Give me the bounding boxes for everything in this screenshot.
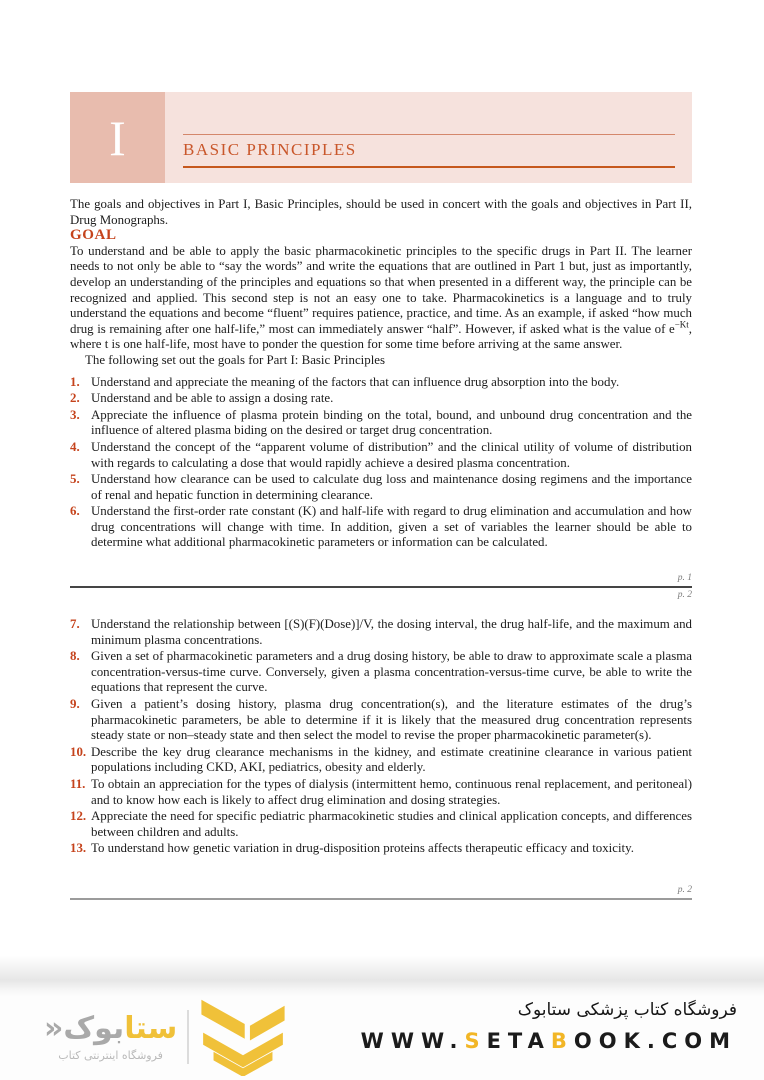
setabook-logo (44, 998, 287, 1076)
goal-item-4-text: Understand the concept of the “apparent volume of distribution” and the clinical utility of volume of distribution with regards to calculating a dose that would rapidly achieve a desired plasma concentration. (91, 439, 692, 470)
goal-item-2 (70, 391, 692, 407)
url-eta: ETA (486, 1029, 551, 1053)
goal-item-3 (70, 408, 692, 439)
part-numeral: I (109, 109, 126, 166)
goal-item-6 (70, 504, 692, 551)
logo-wordmark-stack (44, 1012, 177, 1062)
wordmark-gray-part: بوک (63, 1011, 125, 1046)
goal-item-6-number: 6. (70, 504, 80, 519)
goal-item-2-number: 2. (70, 391, 80, 406)
goal-item-11-number: 11. (70, 777, 86, 791)
logo-wordmark (44, 1012, 177, 1046)
goal-item-3-text: Appreciate the influence of plasma protein binding on the total, bound, and unbound drug concentration and the influence of altered plasma biding on the desired or target drug concentration. (91, 407, 692, 438)
following-line: The following set out the goals for Part I: Basic Principles (85, 352, 386, 367)
goals-list-page2 (70, 617, 692, 857)
logo-tagline: فروشگاه اینترنتی کتاب (58, 1049, 163, 1062)
goal-item-7-text: Understand the relationship between [(S)(F)(Dose)]/V, the dosing interval, the drug half-life, and the maximum and minimum plasma concentrations. (91, 617, 692, 647)
url-accent-b: B (550, 1029, 574, 1053)
goal-item-9 (70, 697, 692, 744)
goal-item-10-number: 10. (70, 744, 87, 759)
goal-item-3-number: 3. (70, 407, 80, 422)
goal-item-13-number: 13. (70, 841, 87, 856)
goal-item-8-text: Given a set of pharmacokinetic parameters and a drug dosing history, be able to draw to approximate scale a plasma concentration-versus-time curve. Conversely, given a plasma concentration-versus-time curve, be able to write the equations that represent the curve. (91, 649, 692, 695)
goal-item-4-number: 4. (70, 439, 80, 454)
goal-paragraph-post: , where t is one half-life, most have to ponder the question for some time before arriving at the same answer. (70, 321, 692, 352)
store-name-persian: فروشگاه کتاب پزشکی ستابوک (517, 1000, 737, 1020)
footer (0, 996, 764, 1080)
title-rule-top (183, 134, 675, 135)
page-break-rule (70, 586, 692, 588)
goal-item-12-number: 12. (70, 809, 87, 824)
goal-item-5-text: Understand how clearance can be used to calculate dug loss and maintenance dosing regimens and the importance of renal and hepatic function in determining clearance. (91, 472, 692, 502)
goal-paragraph-pre: To understand and be able to apply the basic pharmacokinetic principles to the specific drugs in Part II. The learner needs to not only be able to “say the words” and write the equations that are outlined in Part 1 but, just as importantly, develop an understanding of the principles and equations so that when presented in a different way, the principle can be recognized and applied. This second step is not an easy one to take. Pharmacokinetics is a language and to truly understand the equations and become “fluent” requires patience, practice, and time. As an example, if asked “how much drug is remaining after one half-life,” most can immediately answer “half”. However, if asked what is the value of e (70, 243, 692, 336)
goal-item-6-text: Understand the first-order rate constant (K) and half-life with regard to drug elimination and accumulation and how drug concentrations will change with time. In addition, given a set of variables the learner should be able to determine what additional pharmacokinetic parameters or information can be calculated. (91, 504, 692, 550)
goal-item-11 (70, 777, 692, 808)
page-bottom-rule (70, 898, 692, 900)
goal-item-1 (70, 375, 692, 391)
store-url (361, 1029, 737, 1053)
wordmark-yellow-part: ستا (124, 1011, 178, 1046)
page-marker-p2-bottom: p. 2 (677, 884, 692, 895)
page-edge-shadow (0, 956, 764, 996)
logo-divider (187, 1010, 189, 1064)
url-www: WWW. (360, 1029, 465, 1053)
goal-item-13 (70, 841, 692, 857)
goal-item-10-text: Describe the key drug clearance mechanisms in the kidney, and estimate creatinine clearance in various patient populations including CKD, AKI, pediatrics, obesity and elderly. (91, 744, 692, 775)
page-marker-p1: p. 1 (677, 573, 692, 584)
goal-item-10 (70, 745, 692, 776)
setabook-chevron-icon (199, 998, 287, 1076)
goal-item-12 (70, 809, 692, 840)
page-marker-p2-top: p. 2 (677, 590, 692, 601)
wordmark-guillemet: « (44, 1011, 64, 1046)
goal-item-1-number: 1. (70, 374, 80, 389)
goal-item-4 (70, 440, 692, 471)
goal-item-12-text: Appreciate the need for specific pediatric pharmacokinetic studies and clinical application concepts, and differences between children and adults. (91, 809, 692, 839)
title-rule-bottom (183, 166, 675, 168)
part-numeral-box (70, 92, 165, 183)
goal-item-8-number: 8. (70, 649, 80, 664)
part-title: BASIC PRINCIPLES (183, 140, 357, 159)
goal-item-2-text: Understand and be able to assign a dosing rate. (91, 391, 334, 406)
part-banner (70, 92, 692, 183)
goal-item-7-number: 7. (70, 617, 80, 632)
goal-item-1-text: Understand and appreciate the meaning of the factors that can influence drug absorption into the body. (91, 374, 620, 389)
goal-item-5-number: 5. (70, 472, 80, 487)
goal-item-9-number: 9. (70, 697, 80, 712)
part-title-wrap (183, 92, 675, 183)
goal-item-9-text: Given a patient’s dosing history, plasma drug concentration(s), and the literature estimates of the drug’s pharmacokinetic parameters, be able to determine if it is likely that the measured drug concentration represents steady state or non–steady state and then select the model to revise the proper pharmacokinetic parameter(s). (91, 697, 692, 743)
goal-item-5 (70, 472, 692, 503)
goal-item-8 (70, 649, 692, 696)
exponent-superscript: −Kt (674, 319, 689, 330)
url-ookcom: OOK.COM (573, 1029, 737, 1053)
goal-item-13-text: To understand how genetic variation in drug-disposition proteins affects therapeutic efficacy and toxicity. (91, 841, 634, 856)
url-accent-s: S (464, 1029, 487, 1053)
goal-heading: GOAL (70, 227, 117, 244)
goal-item-7 (70, 617, 692, 648)
goals-list-page1 (70, 375, 692, 552)
footer-store-info (361, 996, 737, 1053)
document-body (70, 197, 692, 900)
goal-item-11-text: To obtain an appreciation for the types of dialysis (intermittent hemo, continuous renal replacement, and peritoneal) and to know how each is likely to affect drug elimination and dosing strategies. (91, 777, 692, 807)
goal-paragraph (70, 244, 692, 353)
intro-paragraph: The goals and objectives in Part I, Basic Principles, should be used in concert with the goals and objectives in Part II, Drug Monographs. (70, 197, 692, 227)
